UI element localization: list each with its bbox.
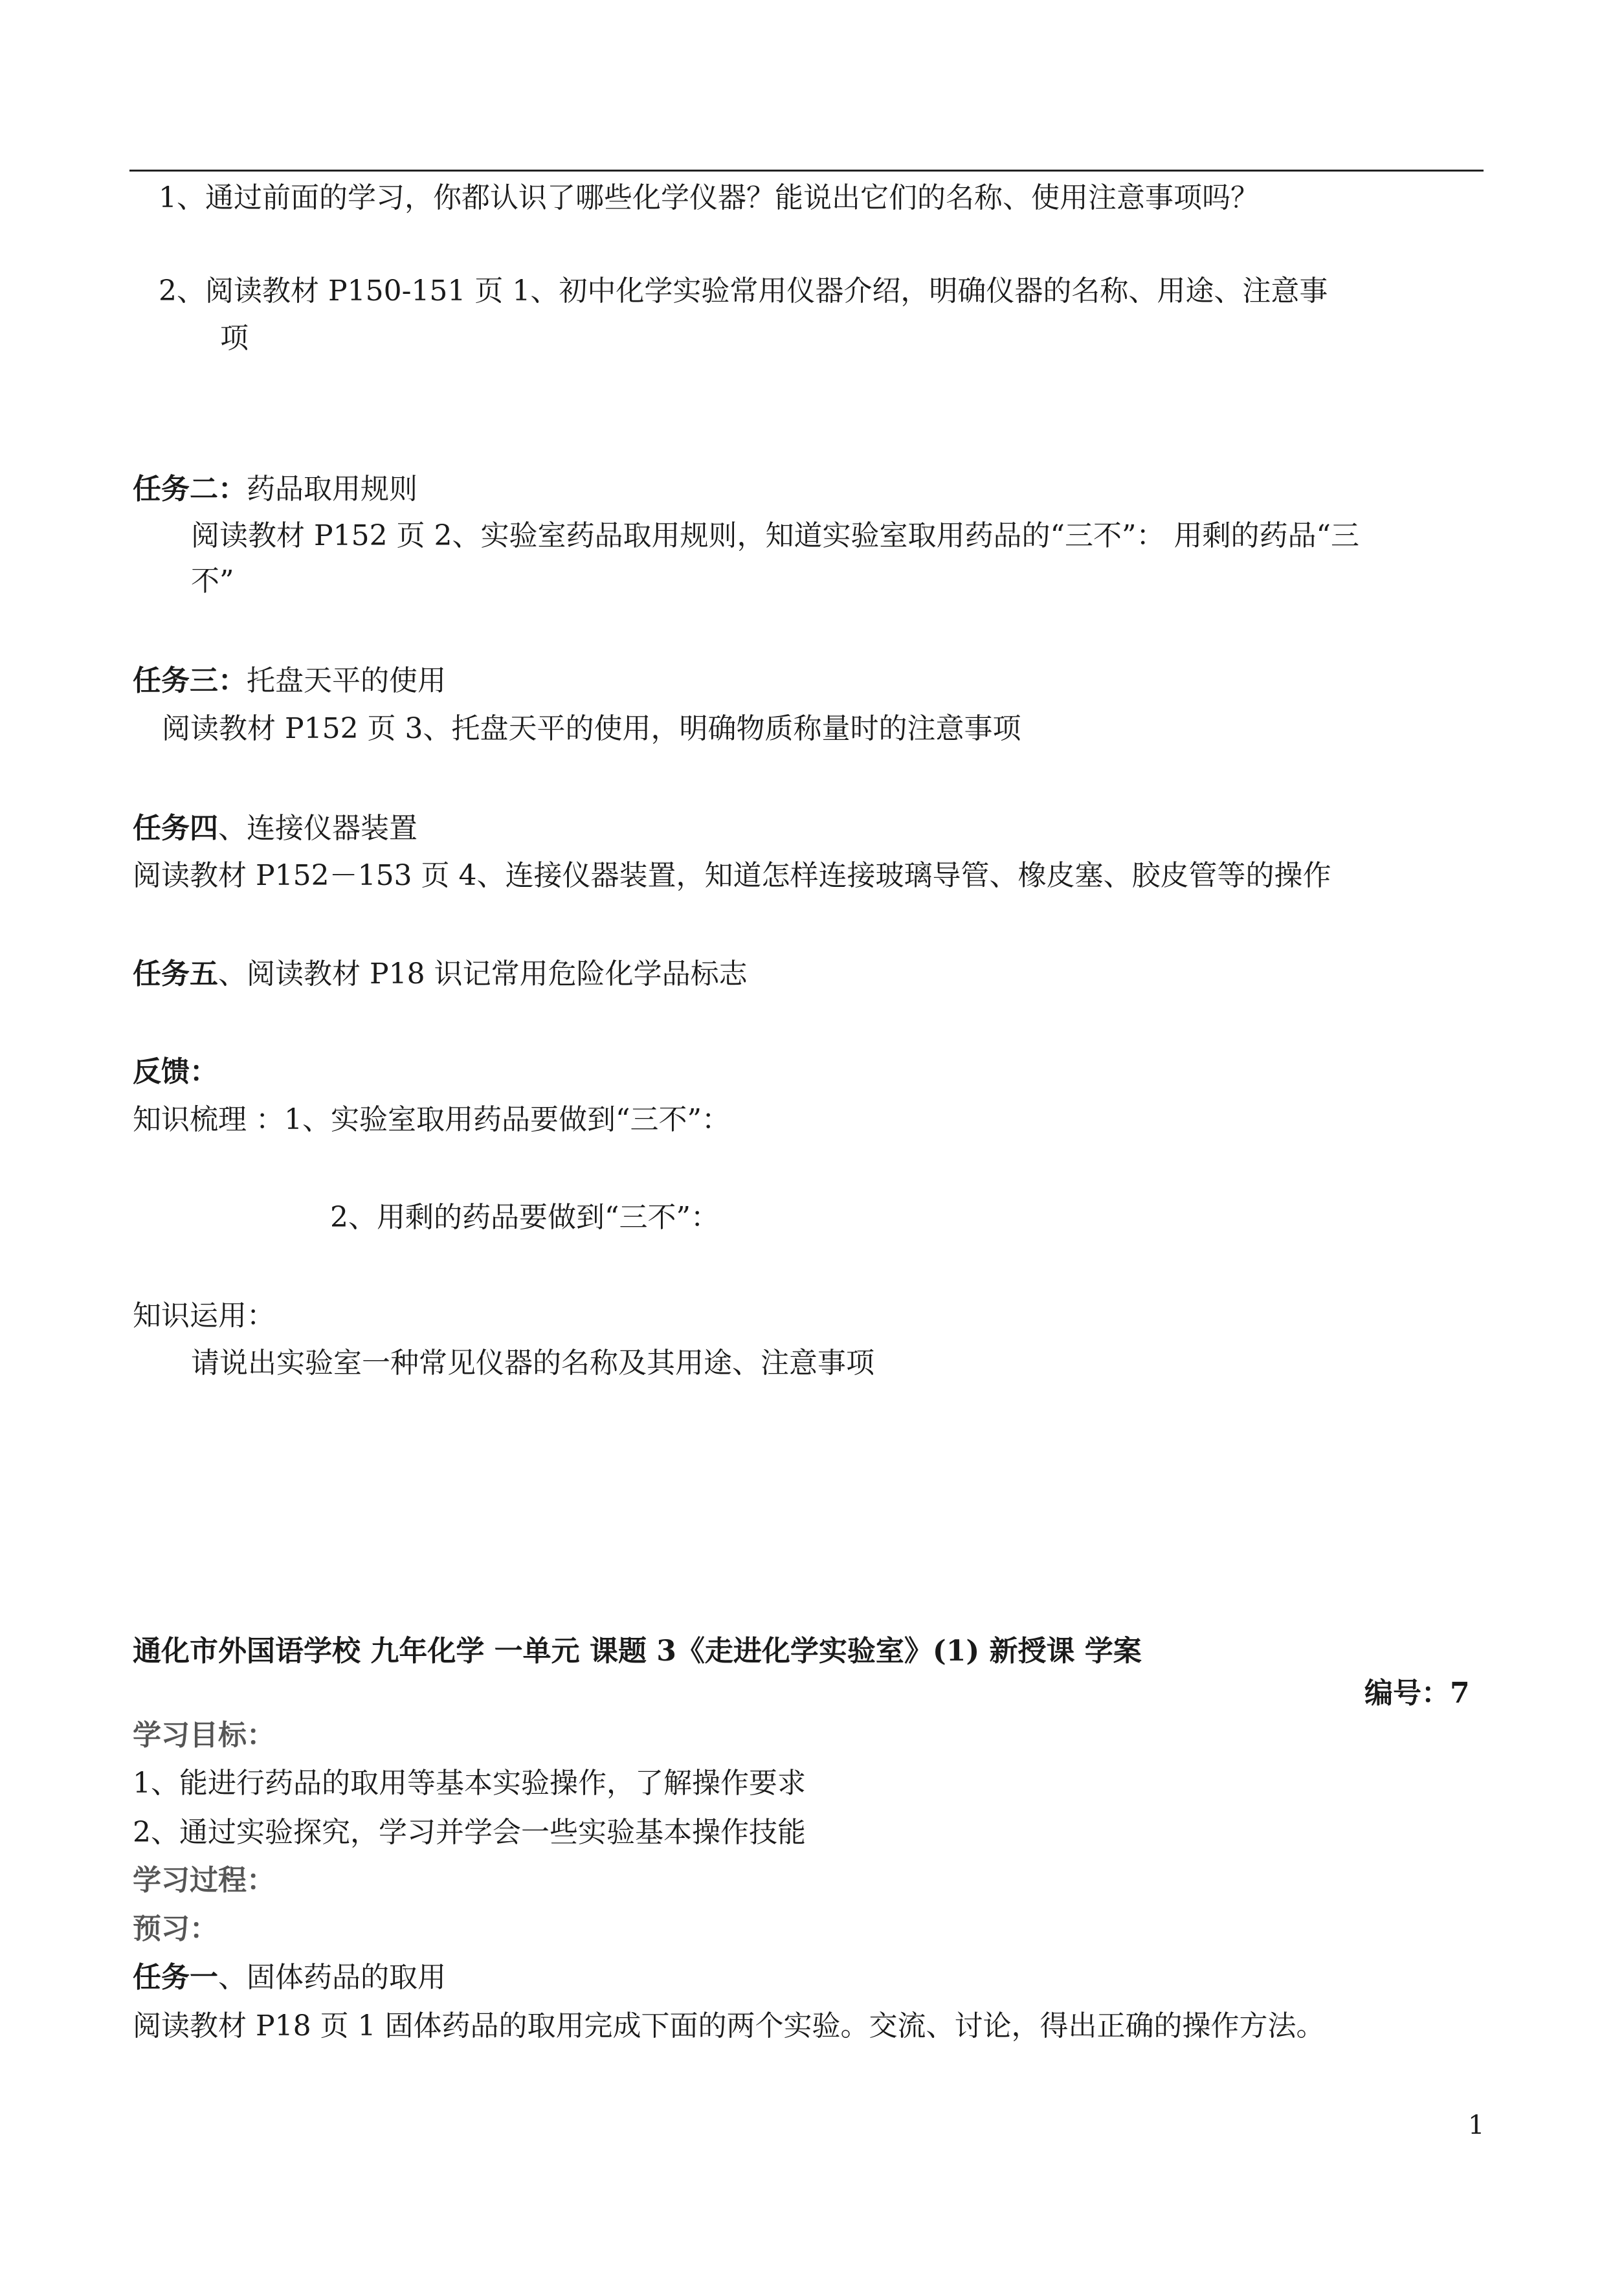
learning-goal-1: 1、能进行药品的取用等基本实验操作，了解操作要求 <box>133 1767 806 1800</box>
lesson-header: 通化市外国语学校 九年化学 一单元 课题 3《走进化学实验室》(1) 新授课 学案 <box>133 1635 1142 1668</box>
intro-item-2-line-1: 2、阅读教材 P150-151 页 1、初中化学实验常用仪器介绍，明确仪器的名称、用途、注意事 <box>159 274 1328 308</box>
task4-title: 、连接仪器装置 <box>218 812 417 845</box>
task3-heading <box>133 663 446 699</box>
knowledge-review-1: 知识梳理 ：1、实验室取用药品要做到“三不”： <box>133 1103 730 1136</box>
task2-heading <box>133 471 417 508</box>
learning-goal-2: 2、通过实验探究，学习并学会一些实验基本操作技能 <box>133 1816 806 1849</box>
lesson-number: 编号：7 <box>1364 1677 1470 1710</box>
task5-title: 、阅读教材 P18 识记常用危险化学品标志 <box>218 957 748 990</box>
learning-process-label: 学习过程： <box>133 1864 275 1897</box>
knowledge-review-2: 2、用剩的药品要做到“三不”： <box>330 1201 719 1234</box>
feedback-heading: 反馈： <box>133 1055 218 1088</box>
intro-item-1: 1、通过前面的学习，你都认识了哪些化学仪器？能说出它们的名称、使用注意事项吗？ <box>159 181 1259 214</box>
task4-line-1: 阅读教材 P152－153 页 4、连接仪器装置，知道怎样连接玻璃导管、橡皮塞、胶皮管等的操作 <box>133 859 1331 892</box>
task4-label: 任务四 <box>133 812 218 845</box>
task5-heading <box>133 956 748 992</box>
intro-item-2-line-2: 项 <box>220 322 249 355</box>
task1-title: 、固体药品的取用 <box>218 1961 446 1994</box>
task2-line-1: 阅读教材 P152 页 2、实验室药品取用规则，知道实验室取用药品的“三不”： 用剩的药品“三 <box>191 519 1360 552</box>
task2-line-2: 不” <box>191 565 234 598</box>
page-number: 1 <box>1468 2110 1485 2140</box>
task3-line-1: 阅读教材 P152 页 3、托盘天平的使用，明确物质称量时的注意事项 <box>162 712 1021 745</box>
task3-label: 任务三： <box>133 664 247 697</box>
task2-title: 药品取用规则 <box>247 473 417 506</box>
learning-goals-label: 学习目标： <box>133 1719 275 1752</box>
task2-label: 任务二： <box>133 473 247 506</box>
task1-label: 任务一 <box>133 1961 218 1994</box>
task1-heading <box>133 1960 446 1996</box>
preview-label: 预习： <box>133 1912 218 1945</box>
task1-text: 阅读教材 P18 页 1 固体药品的取用完成下面的两个实验。交流、讨论，得出正确的操作方法。 <box>133 2009 1325 2042</box>
knowledge-apply-text: 请说出实验室一种常见仪器的名称及其用途、注意事项 <box>191 1347 874 1380</box>
knowledge-apply-label: 知识运用： <box>133 1299 275 1332</box>
task3-title: 托盘天平的使用 <box>247 664 446 697</box>
header-rule <box>129 170 1484 172</box>
task5-label: 任务五 <box>133 957 218 990</box>
task4-heading <box>133 811 417 847</box>
